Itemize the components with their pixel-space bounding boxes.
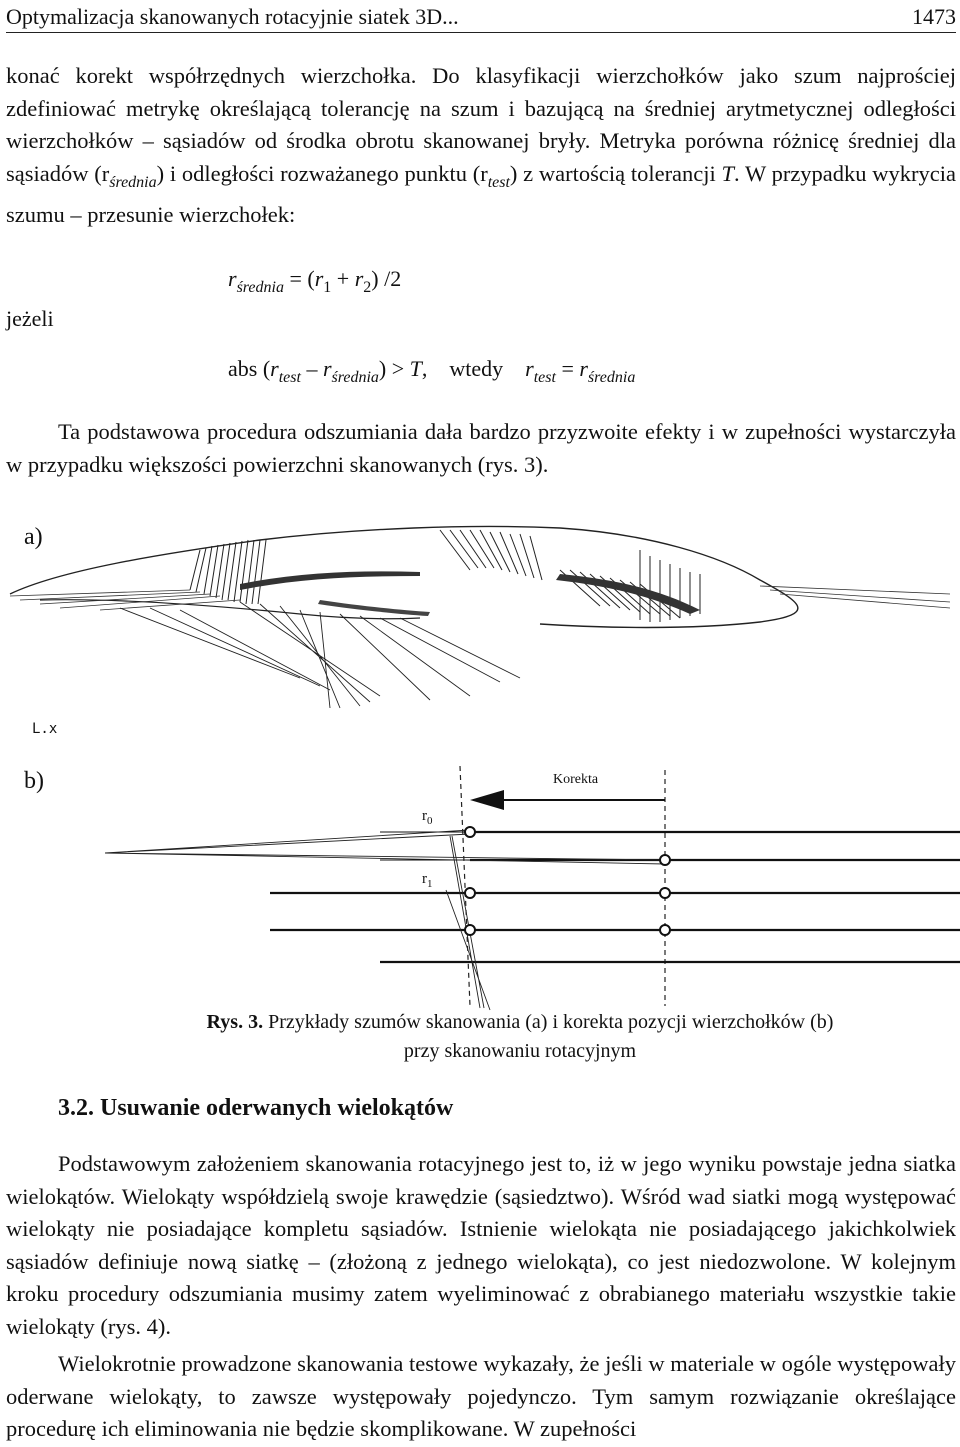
- figure-a-scan-noise: [0, 510, 960, 710]
- formula-condition: abs $(r_{test} - r_{średnia}) > T$, wtedy $r_{test} = r_{średnia}$: [228, 356, 636, 386]
- formula-mean: $r_{średnia} = (r_1 + r_2)$ /2: [228, 266, 402, 296]
- r0-label: $r_0$: [422, 808, 433, 827]
- header-rule: [6, 32, 956, 33]
- figure-corner-mark: L.x: [32, 721, 58, 737]
- formula-if: jeżeli: [6, 306, 54, 331]
- section-heading: 3.2. Usuwanie oderwanych wielokątów: [58, 1095, 454, 1121]
- running-header: [6, 0, 956, 40]
- figure-caption: Rys. 3. Przykłady szumów skanowania (a) i korekta pozycji wierzchołków (b) przy skanowaniu rotacyjnym: [206, 1011, 834, 1062]
- figure-label-a: a): [24, 524, 43, 550]
- paragraph-3: Podstawowym założeniem skanowania rotacyjnego jest to, iż w jego wyniku powstaje jedna siatka wielokątów. Wielokąty współdzielą swoje krawędzie (sąsiedztwo). Wśród wad siatki mogą występować wielokąty nie posiadające kompletu sąsiadów. Istnienie wielokąta nie posiadającego jakichkolwiek sąsiadów definiuje nową siatkę – (złożoną z jednego wielokąta), co jest niedozwolone. W kolejnym kroku procedury odszumiania musimy zatem wyeliminować z obrabianego materiału wszystkie takie wielokąty (rys. 4).: [6, 1151, 956, 1339]
- figure-b-vertex-correction: [0, 760, 960, 1020]
- figure-label-b: b): [24, 768, 44, 794]
- paragraph-4: Wielokrotnie prowadzone skanowania testowe wykazały, że jeśli w materiale w ogóle występowały oderwane wielokąty, to zawsze występowały pojedynczo. Tym samym rozwiązanie określające procedurę ich eliminowania nie będzie skomplikowane. W zupełności: [6, 1351, 956, 1442]
- paragraph-1: konać korekt współrzędnych wierzchołka. Do klasyfikacji wierzchołków jako szum najprościej zdefiniować metrykę określającą tolerancję na szum i bazującą na średniej arytmetycznej odległości wierzchołków – sąsiadów od środka obrotu skanowanej bryły. Metryka porówna różnicę średniej dla sąsiadów $(r_{średnia})$ i odległości rozważanego punktu $(r_{test})$ z wartością tolerancji T. W przypadku wykrycia szumu – przesunie wierzchołek:: [6, 63, 956, 228]
- r1-label: $r_1$: [422, 871, 433, 890]
- running-title: Optymalizacja skanowanych rotacyjnie siatek 3D...: [6, 4, 459, 29]
- paragraph-2: Ta podstawowa procedura odszumiania dała bardzo przyzwoite efekty i w zupełności wystarczyła w przypadku większości powierzchni skanowanych (rys. 3).: [6, 419, 956, 477]
- page-number: 1473: [912, 4, 956, 29]
- korekta-label: Korekta: [553, 772, 599, 787]
